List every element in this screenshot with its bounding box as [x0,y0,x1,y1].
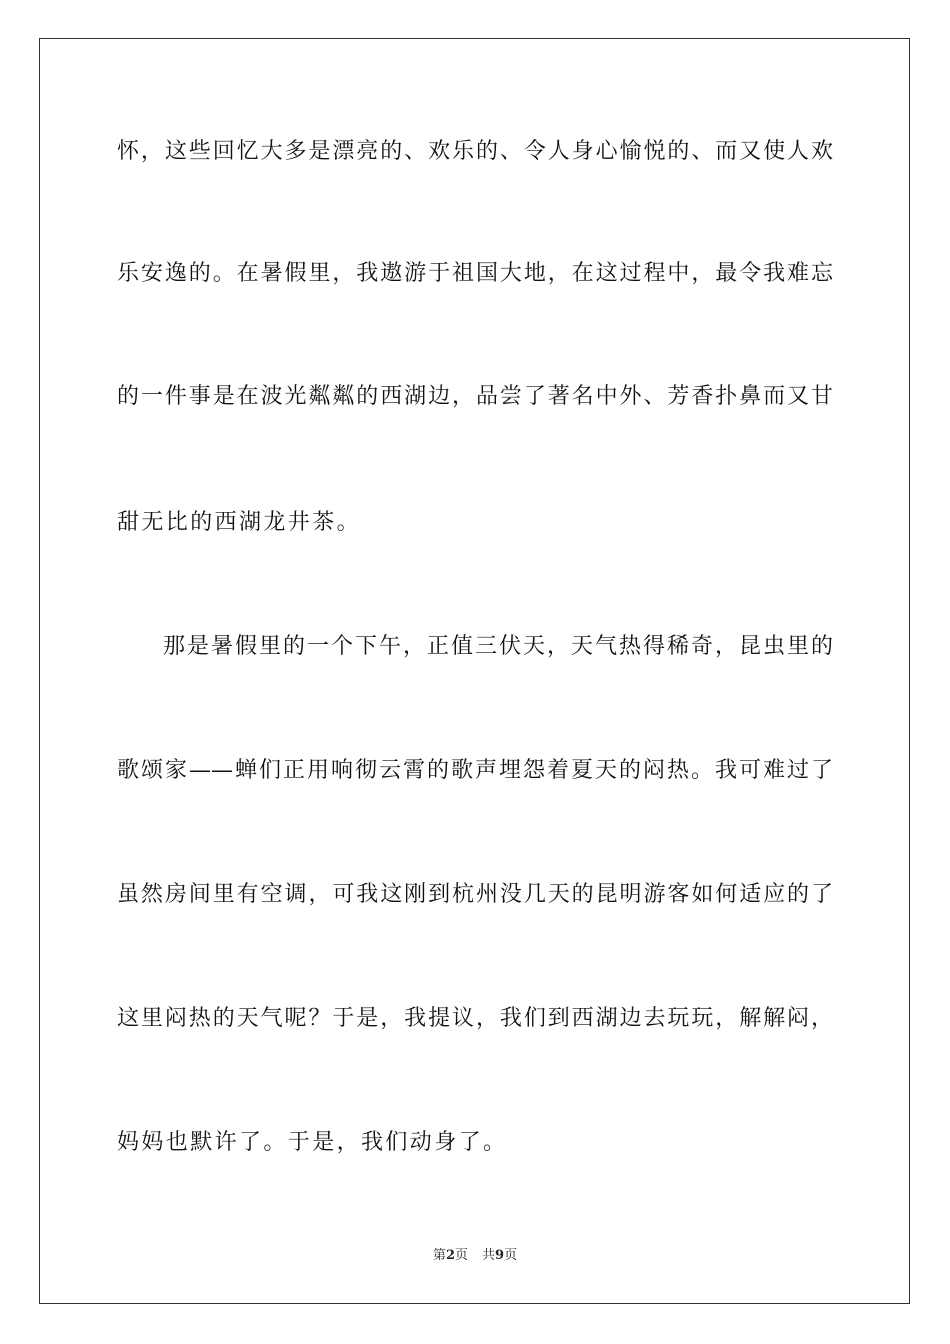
body-line-5: 那是暑假里的一个下午，正值三伏天，天气热得稀奇，昆虫里的 [163,634,833,659]
body-line-8: 这里闷热的天气呢？于是，我提议，我们到西湖边去玩玩，解解闷， [117,1006,833,1031]
body-line-2: 乐安逸的。在暑假里，我遨游于祖国大地，在这过程中，最令我难忘 [117,261,833,286]
page-prefix: 第 [432,1248,446,1263]
body-line-7: 虽然房间里有空调，可我这刚到杭州没几天的昆明游客如何适应的了 [117,882,833,907]
page-suffix: 页 [454,1248,468,1263]
page-number: 2 [445,1248,455,1263]
page-footer [0,1247,950,1265]
total-prefix: 共 [482,1248,496,1263]
total-pages: 9 [495,1248,505,1263]
body-line-6: 歌颂家——蝉们正用响彻云霄的歌声埋怨着夏天的闷热。我可难过了 [117,758,833,783]
body-line-9: 妈妈也默许了。于是，我们动身了。 [117,1130,508,1155]
body-line-1: 怀，这些回忆大多是漂亮的、欢乐的、令人身心愉悦的、而又使人欢 [117,139,833,164]
body-line-3: 的一件事是在波光粼粼的西湖边，品尝了著名中外、芳香扑鼻而又甘 [117,384,833,409]
page-frame [39,38,910,1304]
body-line-4: 甜无比的西湖龙井茶。 [117,510,362,535]
total-suffix: 页 [504,1248,518,1263]
